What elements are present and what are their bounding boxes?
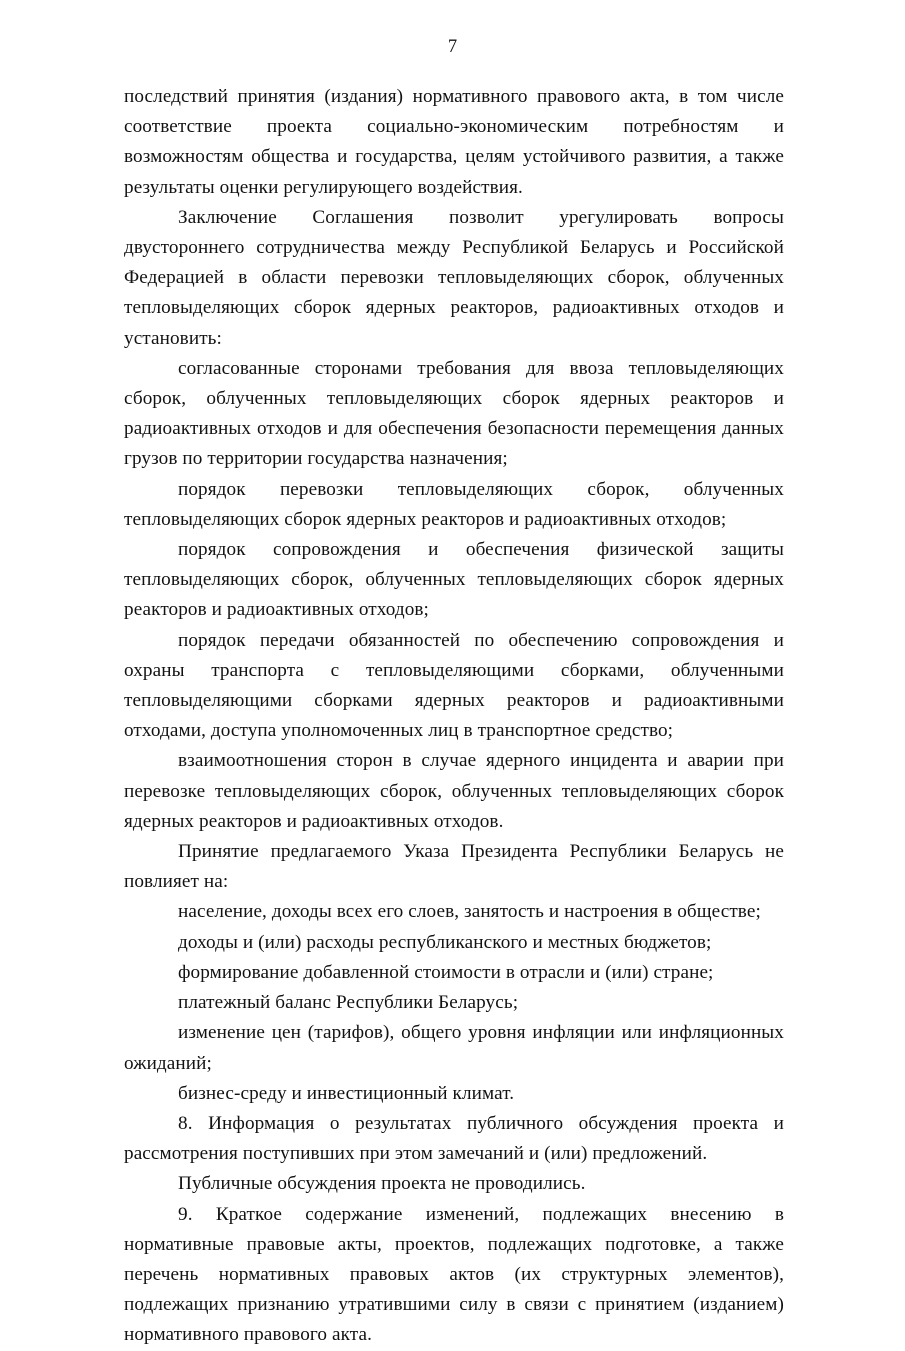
paragraph: платежный баланс Республики Беларусь; (178, 992, 519, 1014)
paragraph: 8. Информация о результатах публичного обсуждения проекта и рассмотрения поступивших при этом замечаний и (или) предложений. (124, 1112, 784, 1165)
paragraph: согласованные сторонами требования для ввоза тепловыделяющих сборок, облученных тепловыделяющих сборок ядерных реакторов и радиоактивных отходов и для обеспечения безопасности перемещения данных грузов по территории государства назначения; (124, 357, 784, 470)
paragraph: взаимоотношения сторон в случае ядерного инцидента и аварии при перевозке тепловыделяющих сборок, облученных тепловыделяющих сборок ядерных реакторов и радиоактивных отходов. (124, 750, 784, 832)
paragraph: Публичные обсуждения проекта не проводились. (178, 1173, 586, 1195)
paragraph: последствий принятия (издания) нормативного правового акта, в том числе соответствие проекта социально-экономическим потребностям и возможностям общества и государства, целям устойчивого развития, а также результаты оценки регулирующего воздействия. (124, 86, 784, 198)
paragraph: Заключение Соглашения позволит урегулировать вопросы двустороннего сотрудничества между Республикой Беларусь и Российской Федерацией в области перевозки тепловыделяющих сборок, облученных тепловыделяющих сборок ядерных реакторов, радиоактивных отходов и установить: (124, 206, 784, 349)
paragraph: порядок перевозки тепловыделяющих сборок, облученных тепловыделяющих сборок ядерных реакторов и радиоактивных отходов; (124, 478, 784, 530)
page-number: 7 (447, 37, 458, 57)
paragraph: формирование добавленной стоимости в отрасли и (или) стране; (178, 961, 714, 983)
paragraph: доходы и (или) расходы республиканского и местных бюджетов; (178, 931, 712, 953)
paragraph: порядок сопровождения и обеспечения физической защиты тепловыделяющих сборок, облученных тепловыделяющих сборок ядерных реакторов и радиоактивных отходов; (124, 539, 784, 621)
document-body (124, 82, 784, 1351)
paragraph: 9. Краткое содержание изменений, подлежащих внесению в нормативные правовые акты, проектов, подлежащих подготовке, а также перечень нормативных правовых актов (их структурных элементов), подлежащих признанию утратившими силу в связи с принятием (изданием) нормативного правового акта. (124, 1203, 784, 1346)
paragraph: Принятие предлагаемого Указа Президента Республики Беларусь не повлияет на: (124, 841, 784, 893)
paragraph: изменение цен (тарифов), общего уровня инфляции или инфляционных ожиданий; (124, 1022, 784, 1074)
paragraph: население, доходы всех его слоев, занятость и настроения в обществе; (178, 901, 761, 923)
paragraph: порядок передачи обязанностей по обеспечению сопровождения и охраны транспорта с тепловыделяющими сборками, облученными тепловыделяющими сборками ядерных реакторов и радиоактивными отходами, доступа уполномоченных лиц в транспортное средство; (124, 629, 784, 742)
paragraph: бизнес-среду и инвестиционный климат. (178, 1082, 515, 1104)
